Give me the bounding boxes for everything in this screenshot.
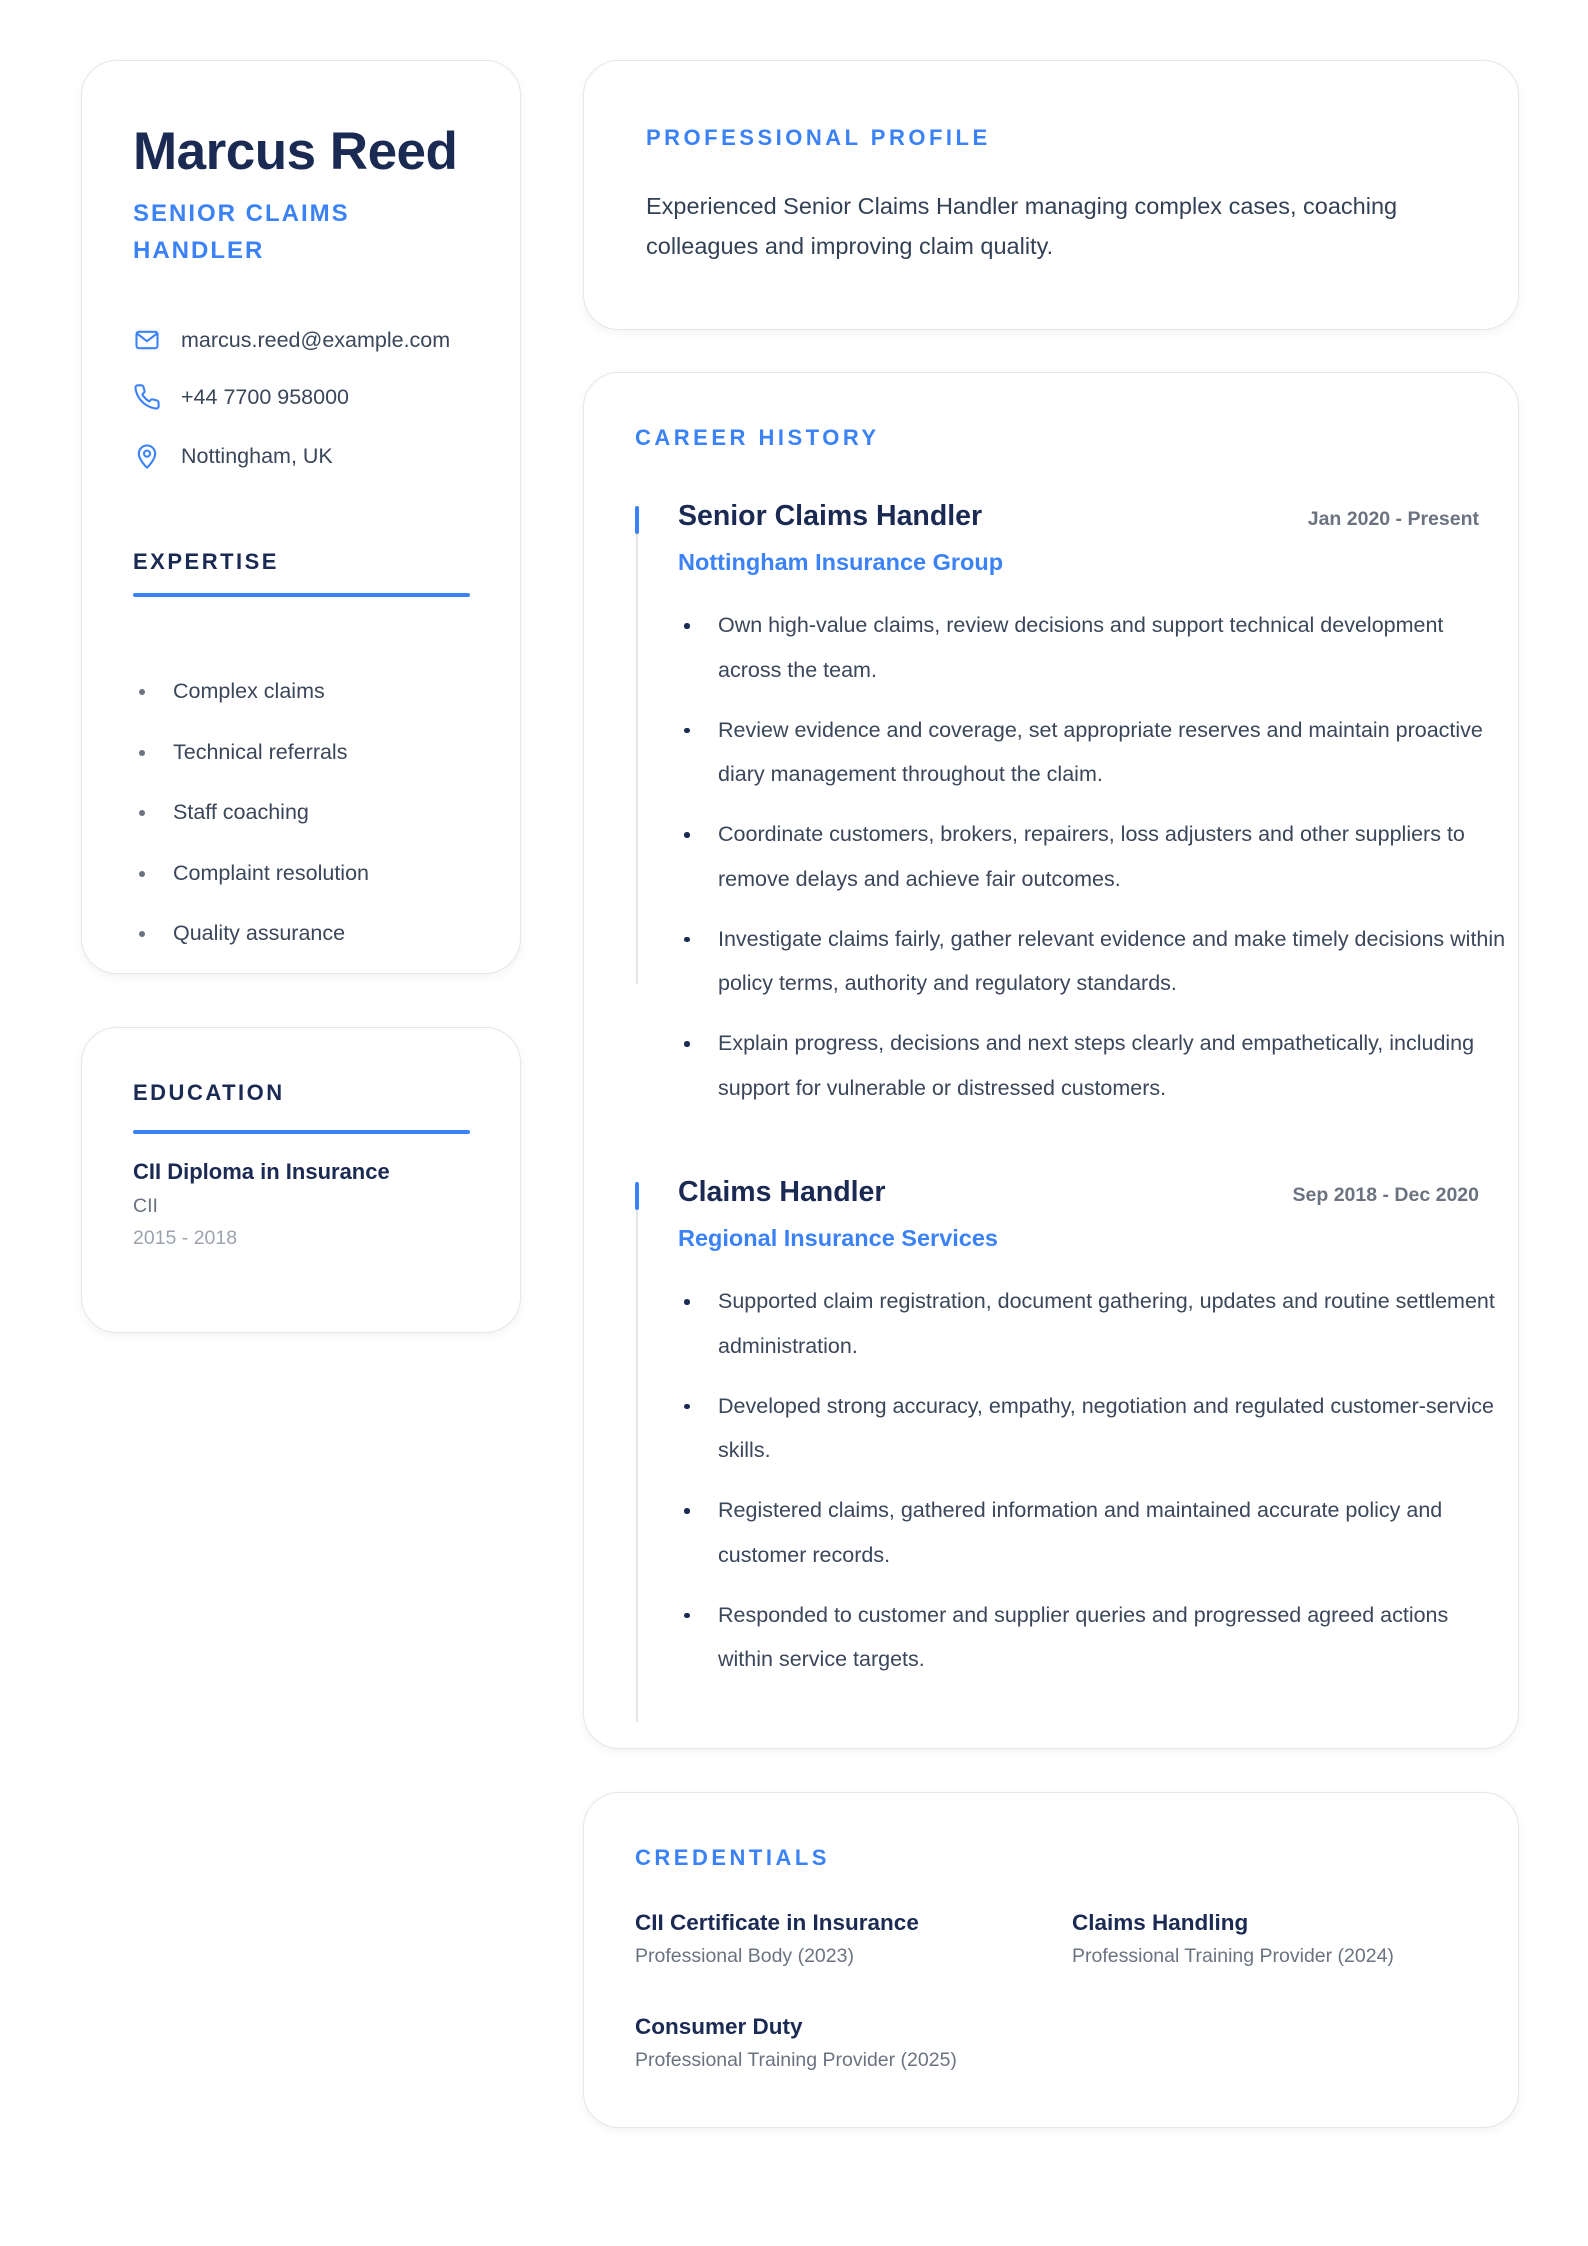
job-bullet: Investigate claims fairly, gather relevant evidence and make timely decisions within policy terms, authority and regulatory standards. bbox=[678, 917, 1508, 1006]
map-pin-icon bbox=[133, 442, 161, 470]
job-timeline-line bbox=[636, 534, 638, 984]
expertise-heading: EXPERTISE bbox=[133, 549, 279, 574]
expertise-item: Quality assurance bbox=[133, 903, 369, 964]
credential-item bbox=[1072, 1910, 1492, 1968]
job-company: Nottingham Insurance Group bbox=[678, 549, 1004, 575]
job-dates: Jan 2020 - Present bbox=[1307, 508, 1479, 530]
credentials-heading: CREDENTIALS bbox=[635, 1845, 830, 1870]
contact-phone[interactable] bbox=[133, 383, 349, 411]
professional-profile-heading: PROFESSIONAL PROFILE bbox=[646, 125, 991, 150]
professional-profile-card bbox=[583, 60, 1519, 330]
job-role: Senior Claims Handler bbox=[678, 500, 983, 532]
phone-text: +44 7700 958000 bbox=[181, 384, 349, 409]
credential-item bbox=[635, 1910, 1055, 1968]
candidate-title: SENIOR CLAIMS HANDLER bbox=[133, 200, 350, 264]
education-degree: CII Diploma in Insurance bbox=[133, 1159, 390, 1184]
job-bullet: Developed strong accuracy, empathy, negotiation and regulated customer-service skills. bbox=[678, 1384, 1508, 1473]
job-responsibilities bbox=[678, 1279, 1508, 1697]
credential-item bbox=[635, 2014, 1055, 2072]
expertise-list bbox=[133, 661, 369, 964]
expertise-divider bbox=[133, 593, 470, 597]
credential-detail: Professional Training Provider (2025) bbox=[635, 2049, 957, 2071]
education-years: 2015 - 2018 bbox=[133, 1227, 238, 1249]
job-bullet: Registered claims, gathered information and maintained accurate policy and customer records. bbox=[678, 1488, 1508, 1577]
job-bullet: Responded to customer and supplier queries and progressed agreed actions within service targets. bbox=[678, 1593, 1508, 1682]
candidate-name: Marcus Reed bbox=[133, 122, 458, 181]
job-bullet: Review evidence and coverage, set appropriate reserves and maintain proactive diary management throughout the claim. bbox=[678, 708, 1508, 797]
education-heading: EDUCATION bbox=[133, 1080, 285, 1105]
phone-icon bbox=[133, 383, 161, 411]
credentials-card bbox=[583, 1792, 1519, 2128]
expertise-item: Technical referrals bbox=[133, 722, 369, 783]
contact-email[interactable] bbox=[133, 326, 450, 354]
career-history-heading: CAREER HISTORY bbox=[635, 425, 880, 450]
education-card bbox=[81, 1027, 521, 1333]
job-role: Claims Handler bbox=[678, 1176, 886, 1208]
job-accent-bar bbox=[635, 1182, 639, 1210]
job-bullet: Supported claim registration, document gathering, updates and routine settlement administration. bbox=[678, 1279, 1508, 1368]
education-institution: CII bbox=[133, 1195, 158, 1217]
job-company: Regional Insurance Services bbox=[678, 1225, 999, 1251]
profile-summary: Experienced Senior Claims Handler managing complex cases, coaching colleagues and improving claim quality. bbox=[646, 193, 1398, 259]
credential-name: Consumer Duty bbox=[635, 2014, 803, 2039]
career-history-card bbox=[583, 372, 1519, 1749]
education-divider bbox=[133, 1130, 470, 1134]
job-bullet: Coordinate customers, brokers, repairers, loss adjusters and other suppliers to remove delays and achieve fair outcomes. bbox=[678, 812, 1508, 901]
job-accent-bar bbox=[635, 506, 639, 534]
job-bullet: Own high-value claims, review decisions and support technical development across the team. bbox=[678, 603, 1508, 692]
expertise-item: Complex claims bbox=[133, 661, 369, 722]
job-bullet: Explain progress, decisions and next steps clearly and empathetically, including support for vulnerable or distressed customers. bbox=[678, 1021, 1508, 1110]
contact-location bbox=[133, 442, 333, 470]
expertise-item: Complaint resolution bbox=[133, 843, 369, 904]
job-responsibilities bbox=[678, 603, 1508, 1126]
credential-detail: Professional Training Provider (2024) bbox=[1072, 1945, 1394, 1967]
job-dates: Sep 2018 - Dec 2020 bbox=[1292, 1184, 1479, 1206]
mail-icon bbox=[133, 326, 161, 354]
identity-card bbox=[81, 60, 521, 974]
credential-name: Claims Handling bbox=[1072, 1910, 1249, 1935]
job-timeline-line bbox=[636, 1210, 638, 1722]
location-text: Nottingham, UK bbox=[181, 443, 333, 468]
email-text: marcus.reed@example.com bbox=[181, 327, 451, 352]
credential-name: CII Certificate in Insurance bbox=[635, 1910, 919, 1935]
expertise-item: Staff coaching bbox=[133, 782, 369, 843]
credential-detail: Professional Body (2023) bbox=[635, 1945, 854, 1967]
